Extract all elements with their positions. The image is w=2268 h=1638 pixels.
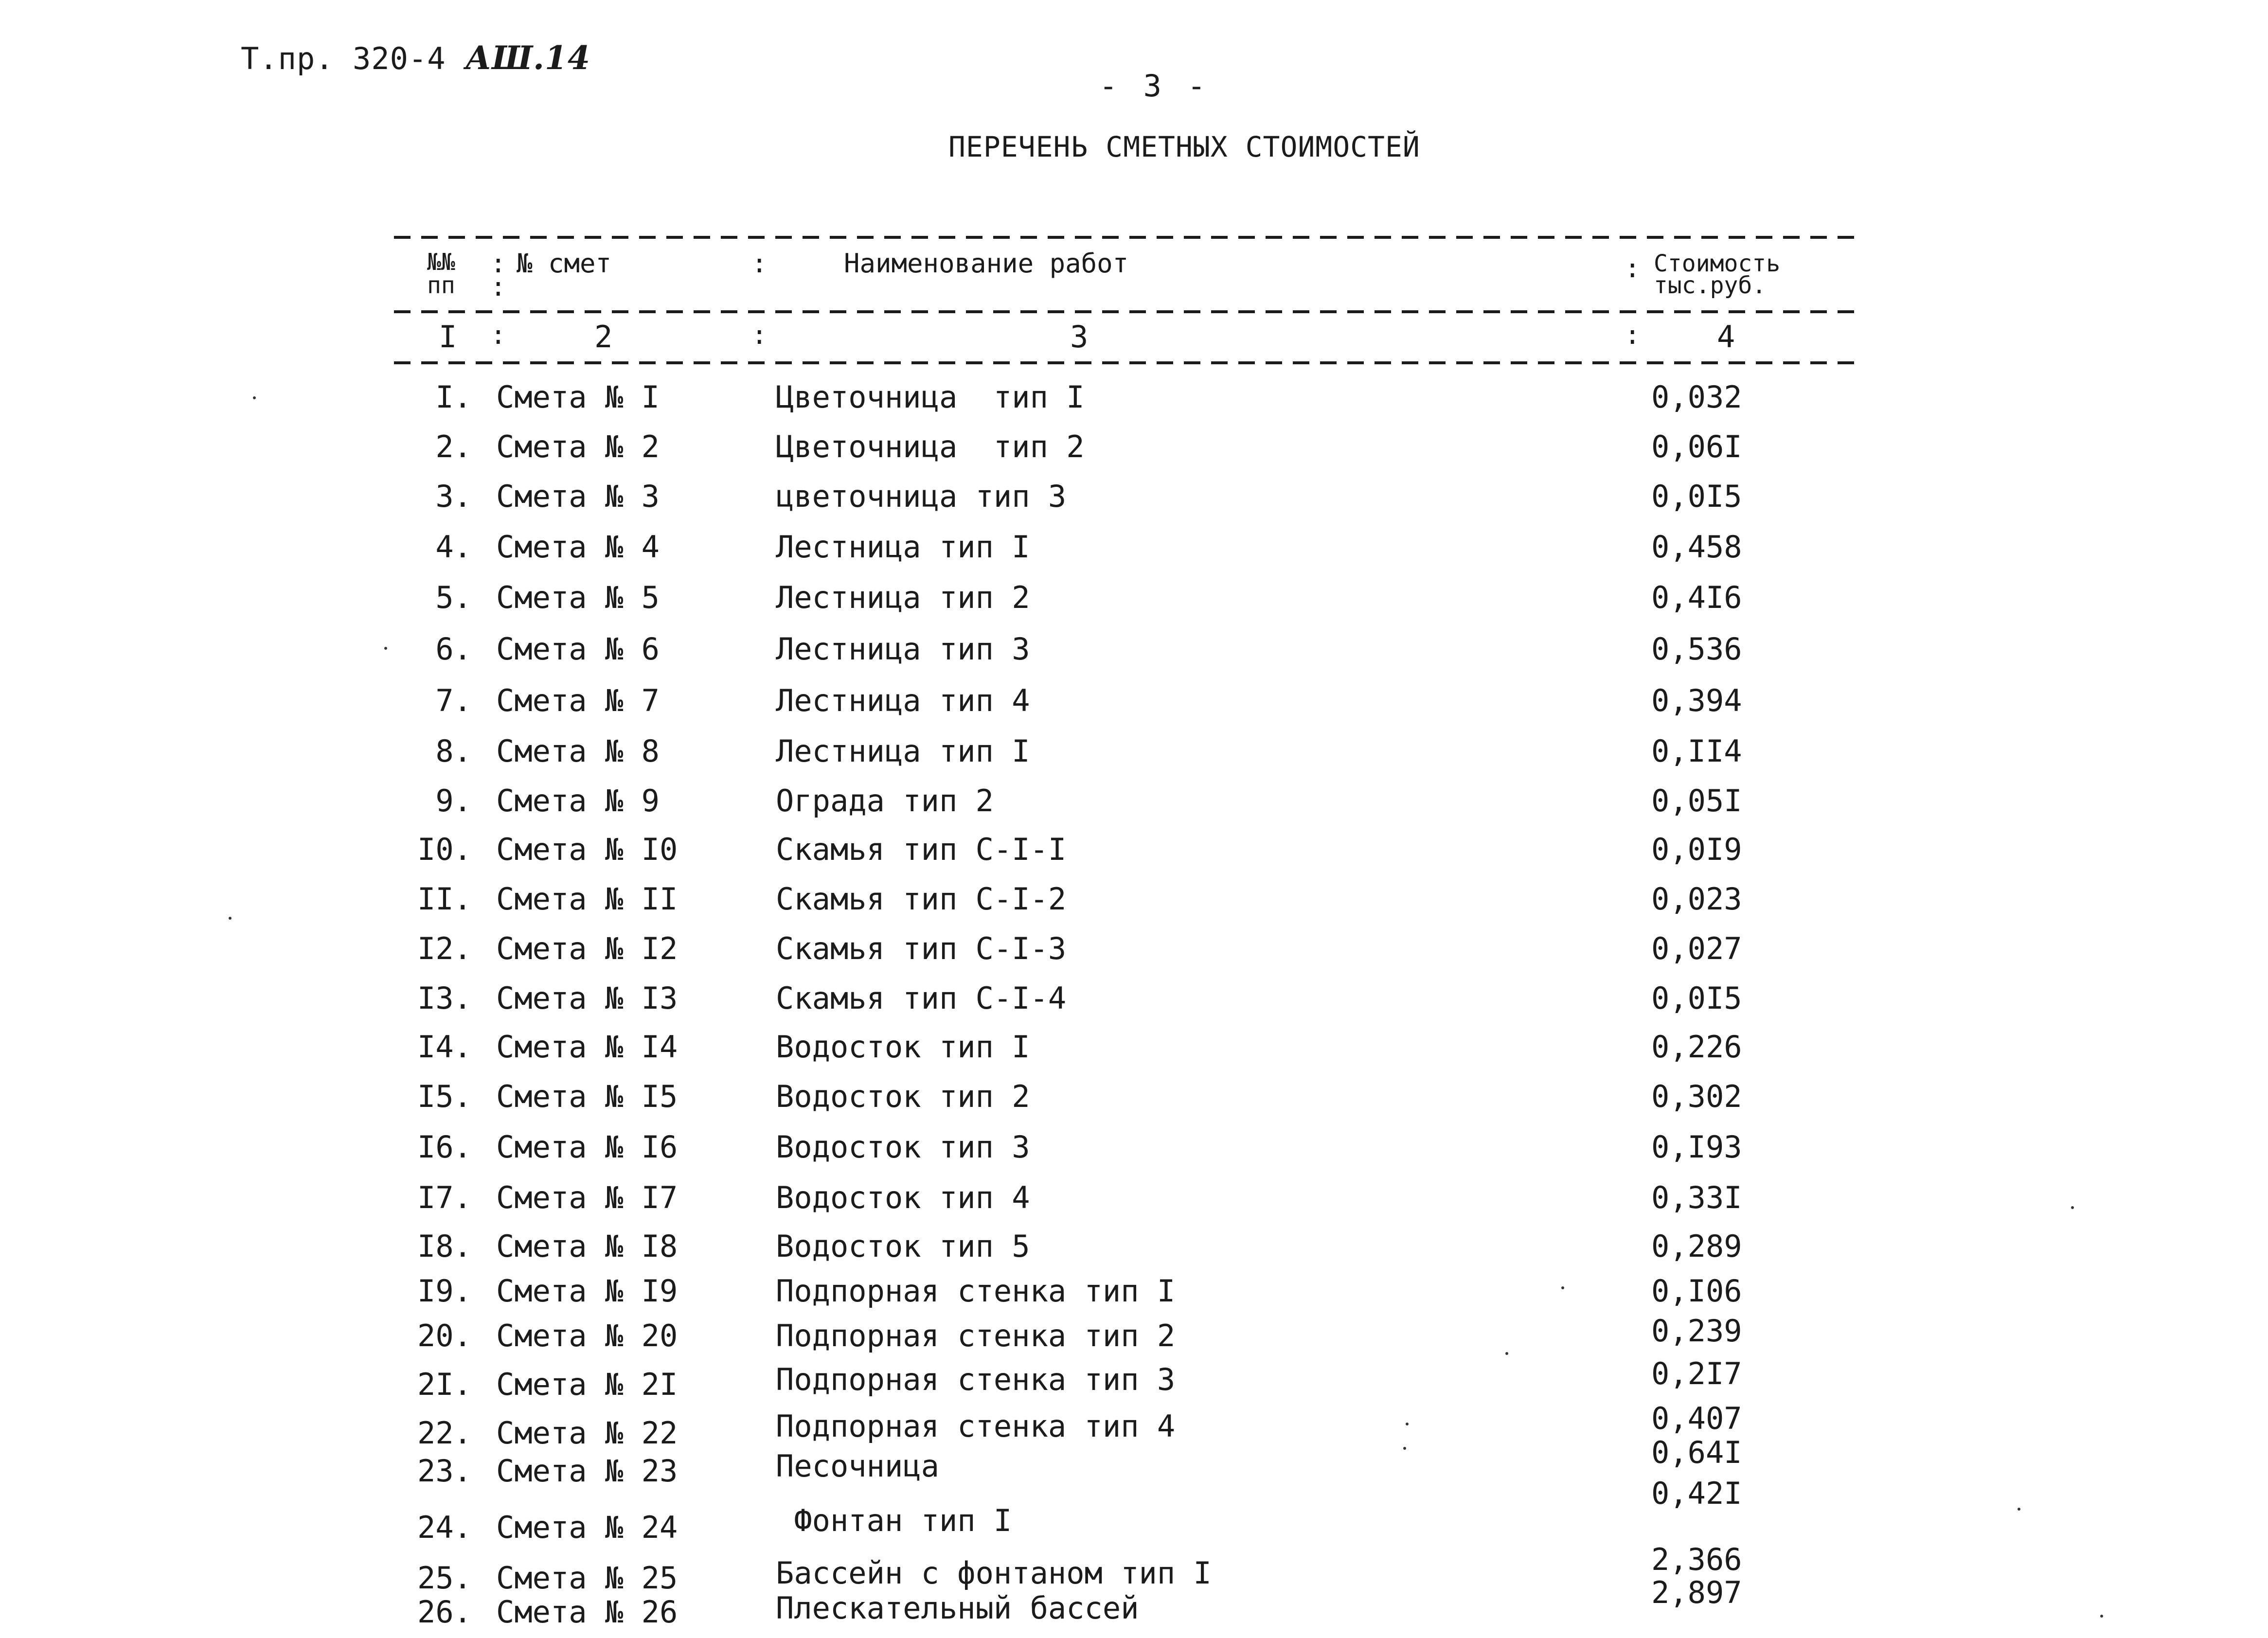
estimate-ref: Смета № I2: [496, 931, 678, 966]
work-name: Подпорная стенка тип 3: [776, 1362, 1176, 1397]
estimate-ref: Смета № 3: [496, 479, 660, 514]
row-number: 25.: [417, 1560, 472, 1596]
cost-value: 0,536: [1651, 631, 1742, 667]
work-name: Водосток тип 2: [776, 1079, 1030, 1114]
table-row: [0, 529, 2268, 568]
table-row: [0, 832, 2268, 871]
work-name: Подпорная стенка тип 2: [776, 1318, 1176, 1353]
scan-speck: [1561, 1286, 1564, 1289]
table-row: [0, 1079, 2268, 1118]
column-number: 3: [1070, 319, 1089, 355]
work-name: Песочница: [776, 1448, 939, 1484]
estimate-ref: Смета № I: [496, 379, 660, 415]
row-number: 26.: [417, 1594, 472, 1630]
table-row: [0, 1401, 2268, 1454]
work-name: Скамья тип С-I-4: [776, 980, 1067, 1016]
work-name: Лестница тип 2: [776, 580, 1030, 615]
cost-value: 0,33I: [1651, 1180, 1742, 1215]
table-row: [0, 733, 2268, 772]
scan-speck: [2100, 1615, 2103, 1618]
work-name: Водосток тип 5: [776, 1228, 1030, 1264]
scan-speck: [1505, 1352, 1508, 1355]
estimate-ref: Смета № 22: [496, 1415, 678, 1451]
work-name: Скамья тип С-I-I: [776, 832, 1067, 867]
cost-value: 2,897: [1651, 1575, 1742, 1610]
work-name: Подпорная стенка тип I: [776, 1273, 1176, 1309]
work-name: Водосток тип 3: [776, 1129, 1030, 1165]
cost-value: 0,394: [1651, 683, 1742, 718]
estimate-ref: Смета № 2I: [496, 1367, 678, 1402]
separator: :: [751, 320, 768, 350]
estimate-ref: Смета № I5: [496, 1079, 678, 1114]
table-row: [0, 1476, 2268, 1549]
cost-value: 0,0I9: [1651, 832, 1742, 867]
table-row: [0, 479, 2268, 517]
work-name: Водосток тип I: [776, 1029, 1030, 1065]
cost-value: 0,I93: [1651, 1129, 1742, 1165]
row-number: 4.: [435, 529, 472, 565]
work-name: Бассейн с фонтаном тип I: [776, 1555, 1212, 1591]
separator: :: [490, 320, 506, 350]
row-number: II.: [417, 881, 472, 917]
scan-speck: [1406, 1423, 1409, 1425]
table-row: [0, 1180, 2268, 1219]
table-row: [0, 1435, 2268, 1492]
work-name: Плескательный бассей: [776, 1590, 1139, 1626]
column-header-estimate: № смет: [517, 248, 612, 279]
work-name: Лестница тип 4: [776, 683, 1030, 718]
work-name: Водосток тип 4: [776, 1180, 1030, 1215]
estimate-ref: Смета № I0: [496, 832, 678, 867]
cost-value: 0,023: [1651, 881, 1742, 917]
page-title: ПЕРЕЧЕНЬ СМЕТНЫХ СТОИМОСТЕЙ: [948, 130, 1420, 163]
work-name: Фонтан тип I: [776, 1503, 1012, 1538]
row-number: 23.: [417, 1453, 472, 1489]
cost-value: 0,226: [1651, 1029, 1742, 1065]
document-reference: [241, 39, 590, 77]
table-row: [0, 1029, 2268, 1068]
row-number: I0.: [417, 832, 472, 867]
row-number: 6.: [435, 631, 472, 667]
separator: :: [1625, 320, 1641, 350]
estimate-ref: Смета № I4: [496, 1029, 678, 1065]
work-name: Скамья тип С-I-3: [776, 931, 1067, 966]
row-number: 2I.: [417, 1367, 472, 1402]
separator: :: [490, 248, 506, 279]
work-name: Лестница тип 3: [776, 631, 1030, 667]
row-number: I2.: [417, 931, 472, 966]
table-row: [0, 1313, 2268, 1357]
separator: :: [490, 271, 506, 302]
column-header-number-sub: пп: [427, 272, 455, 299]
work-name: Подпорная стенка тип 4: [776, 1408, 1176, 1444]
work-name: Цветочница тип I: [776, 379, 1085, 415]
row-number: I4.: [417, 1029, 472, 1065]
work-name: Лестница тип I: [776, 529, 1030, 565]
work-name: Лестница тип I: [776, 733, 1030, 769]
table-row: [0, 1129, 2268, 1168]
column-header-work-name: Наименование работ: [844, 248, 1129, 279]
cost-value: 0,027: [1651, 931, 1742, 966]
scan-speck: [384, 647, 387, 650]
row-number: I.: [435, 379, 472, 415]
column-header-cost: Стоимость: [1654, 250, 1781, 277]
cost-value: 0,032: [1651, 379, 1742, 415]
row-number: I6.: [417, 1129, 472, 1165]
column-number: 4: [1717, 319, 1735, 355]
row-number: 9.: [435, 783, 472, 819]
table-row: [0, 1356, 2268, 1406]
table-row: [0, 683, 2268, 722]
row-number: 8.: [435, 733, 472, 769]
cost-value: 0,64I: [1651, 1435, 1742, 1470]
row-number: I9.: [417, 1273, 472, 1309]
cost-value: 0,06I: [1651, 429, 1742, 464]
estimate-ref: Смета № 8: [496, 733, 660, 769]
row-number: I8.: [417, 1228, 472, 1264]
scan-speck: [2071, 1206, 2074, 1209]
cost-value: 0,458: [1651, 529, 1742, 565]
estimate-ref: Смета № I3: [496, 980, 678, 1016]
column-header-cost-unit: тыс.руб.: [1654, 272, 1767, 299]
table-row: [0, 931, 2268, 970]
handwritten-note: АШ.14: [465, 39, 590, 77]
scan-speck: [2018, 1508, 2020, 1511]
table-row: [0, 379, 2268, 418]
header-divider-rule: [394, 310, 1863, 313]
separator: :: [1625, 253, 1641, 284]
row-number: I5.: [417, 1079, 472, 1114]
cost-value: 0,302: [1651, 1079, 1742, 1114]
estimate-ref: Смета № 26: [496, 1594, 678, 1630]
column-header-number: №№: [427, 249, 455, 276]
scan-speck: [253, 396, 256, 399]
cost-value: 0,239: [1651, 1313, 1742, 1349]
scan-speck: [229, 917, 232, 920]
scan-speck: [1403, 1447, 1406, 1450]
cost-value: 0,05I: [1651, 783, 1742, 819]
estimate-ref: Смета № 20: [496, 1318, 678, 1353]
work-name: Скамья тип С-I-2: [776, 881, 1067, 917]
cost-value: 0,407: [1651, 1401, 1742, 1436]
estimate-ref: Смета № 5: [496, 580, 660, 615]
estimate-ref: Смета № I9: [496, 1273, 678, 1309]
column-number: I: [439, 319, 457, 355]
work-name: Ограда тип 2: [776, 783, 994, 819]
estimate-ref: Смета № 4: [496, 529, 660, 565]
table-row: [0, 881, 2268, 920]
row-number: 7.: [435, 683, 472, 718]
estimate-ref: Смета № 7: [496, 683, 660, 718]
estimate-ref: Смета № 25: [496, 1560, 678, 1596]
header-bottom-rule: [394, 361, 1863, 364]
work-name: Цветочница тип 2: [776, 429, 1085, 464]
cost-value: 0,II4: [1651, 733, 1742, 769]
document-code: Т.пр. 320-4: [241, 41, 446, 76]
cost-value: 0,2I7: [1651, 1356, 1742, 1391]
cost-value: 0,42I: [1651, 1476, 1742, 1511]
row-number: 24.: [417, 1510, 472, 1545]
table-row: [0, 1273, 2268, 1312]
cost-value: 0,I06: [1651, 1273, 1742, 1309]
table-row: [0, 1228, 2268, 1267]
table-top-rule: [394, 236, 1863, 239]
estimate-ref: Смета № 23: [496, 1453, 678, 1489]
estimate-ref: Смета № I7: [496, 1180, 678, 1215]
row-number: 22.: [417, 1415, 472, 1451]
row-number: I3.: [417, 980, 472, 1016]
table-row: [0, 980, 2268, 1019]
estimate-ref: Смета № I6: [496, 1129, 678, 1165]
row-number: 2.: [435, 429, 472, 464]
estimate-ref: Смета № 24: [496, 1510, 678, 1545]
cost-value: 0,0I5: [1651, 980, 1742, 1016]
cost-value: 2,366: [1651, 1542, 1742, 1577]
cost-value: 0,289: [1651, 1228, 1742, 1264]
table-row: [0, 429, 2268, 468]
work-name: цветочница тип 3: [776, 479, 1067, 514]
estimate-ref: Смета № 9: [496, 783, 660, 819]
cost-value: 0,4I6: [1651, 580, 1742, 615]
row-number: 3.: [435, 479, 472, 514]
table-row: [0, 783, 2268, 822]
estimate-ref: Смета № 6: [496, 631, 660, 667]
table-row: [0, 580, 2268, 619]
row-number: 20.: [417, 1318, 472, 1353]
estimate-ref: Смета № I8: [496, 1228, 678, 1264]
row-number: 5.: [435, 580, 472, 615]
cost-value: 0,0I5: [1651, 479, 1742, 514]
estimate-ref: Смета № II: [496, 881, 678, 917]
column-number: 2: [594, 319, 613, 355]
separator: :: [751, 248, 768, 279]
row-number: I7.: [417, 1180, 472, 1215]
page-number: - 3 -: [1099, 68, 1210, 104]
table-row: [0, 631, 2268, 670]
estimate-ref: Смета № 2: [496, 429, 660, 464]
